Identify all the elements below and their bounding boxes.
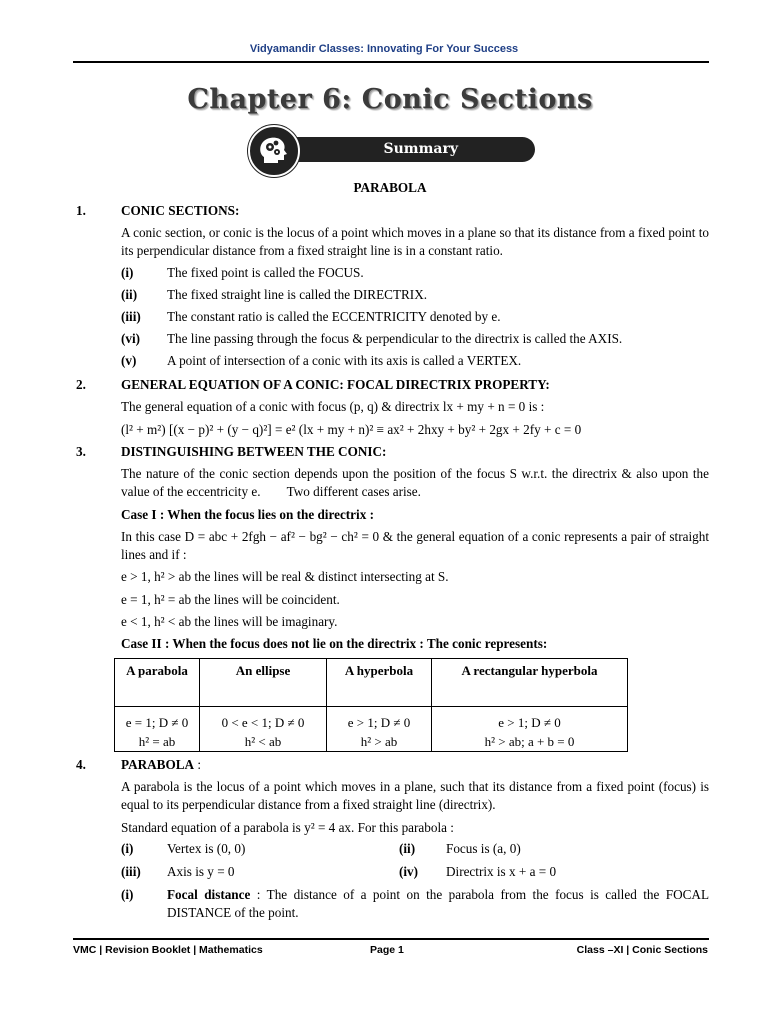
s1-heading: CONIC SECTIONS: [121,203,240,218]
chapter-title: Chapter 6: Conic Sections [187,84,593,115]
case1-body: In this case D = abc + 2fgh − af² − bg² − ch² = 0 & the general equation of a conic represents a pair of straight lines and if : [121,529,709,562]
s4-prop-3: Axis is y = 0 [167,864,235,879]
s2-line-2: (l² + m²) [(x − p)² + (y − q)²] = e² (lx + my + n)² ≡ ax² + 2hxy + by² + 2gx + 2fy + c = 0 [121,422,582,437]
footer-center: Page 1 [370,944,404,956]
section-heading: PARABOLA [353,180,427,195]
s4-prop-1: Vertex is (0, 0) [167,841,246,856]
s4-prop-2-num: (ii) [399,841,416,856]
s2-line-1: The general equation of a conic with focus (p, q) & directrix lx + my + n = 0 is : [121,399,545,414]
s1-item-3: The constant ratio is called the ECCENTRICITY denoted by e. [167,309,501,324]
s4-body: A parabola is the locus of a point which moves in a plane, such that its distance from a fixed point (focus) is equal to its perpendicular distance from a fixed straight line (directrix). [121,779,709,812]
case2-heading: Case II : When the focus does not lie on the directrix : The conic represents: [121,636,548,651]
focal-distance-num: (i) [121,887,134,902]
s3-body: The nature of the conic section depends upon the position of the focus S w.r.t. the directrix & also upon the value of the eccentricity e. Two different cases arise. [121,466,713,499]
s4-number: 4. [76,757,86,772]
s1-item-2-num: (ii) [121,287,138,302]
case1-line-1: e > 1, h² > ab the lines will be real & distinct intersecting at S. [121,569,449,584]
table-header-cell: A hyperbola [327,659,432,707]
table-header-cell: An ellipse [200,659,327,707]
s1-number: 1. [76,203,86,218]
s1-item-1-num: (i) [121,265,134,280]
s1-item-5-num: (v) [121,353,137,368]
case1-line-3: e < 1, h² < ab the lines will be imaginary. [121,614,338,629]
s2-number: 2. [76,377,86,392]
table-cell: e > 1; D ≠ 0 h² > ab [327,707,432,752]
s4-prop-4-num: (iv) [399,864,419,879]
s4-prop-4: Directrix is x + a = 0 [446,864,557,879]
s1-item-1: The fixed point is called the FOCUS. [167,265,364,280]
case1-line-2: e = 1, h² = ab the lines will be coincident. [121,592,340,607]
case1-heading: Case I : When the focus lies on the directrix : [121,507,374,522]
s1-item-3-num: (iii) [121,309,141,324]
footer-right: Class –XI | Conic Sections [576,944,708,956]
table-header-row [115,659,628,707]
header-rule [73,61,709,63]
footer-left: VMC | Revision Booklet | Mathematics [73,944,263,956]
s4-standard-equation: Standard equation of a parabola is y² = 4 ax. For this parabola : [121,820,454,835]
s3-number: 3. [76,444,86,459]
s1-item-4: The line passing through the focus & perpendicular to the directrix is called the AXIS. [167,331,623,346]
s1-item-5: A point of intersection of a conic with its axis is called a VERTEX. [167,353,522,368]
table-header-cell: A rectangular hyperbola [432,659,628,707]
footer-rule [73,938,709,940]
s1-item-2: The fixed straight line is called the DIRECTRIX. [167,287,428,302]
s1-body: A conic section, or conic is the locus of a point which moves in a plane so that its distance from a fixed point to its perpendicular distance from a fixed straight line is in a constant ratio. [121,225,709,258]
focal-distance: Focal distance : The distance of a point on the parabola from the focus is called the FOCAL DISTANCE of the point. [167,887,709,920]
s4-prop-2: Focus is (a, 0) [446,841,521,856]
table-cell: e = 1; D ≠ 0 h² = ab [115,707,200,752]
summary-label: Summary [383,141,458,157]
table-cell: 0 < e < 1; D ≠ 0 h² < ab [200,707,327,752]
table-cell: e > 1; D ≠ 0 h² > ab; a + b = 0 [432,707,628,752]
brain-gears-icon [248,125,300,177]
s2-heading: GENERAL EQUATION OF A CONIC: FOCAL DIRECTRIX PROPERTY: [121,377,550,392]
s1-item-4-num: (vi) [121,331,141,346]
s4-prop-3-num: (iii) [121,864,141,879]
s3-heading: DISTINGUISHING BETWEEN THE CONIC: [121,444,387,459]
conic-table [114,658,628,752]
summary-banner [279,137,535,162]
table-header-cell: A parabola [115,659,200,707]
page-header: Vidyamandir Classes: Innovating For Your Success [249,43,519,55]
s4-prop-1-num: (i) [121,841,134,856]
s4-heading: PARABOLA : [121,757,201,772]
table-row [115,707,628,752]
